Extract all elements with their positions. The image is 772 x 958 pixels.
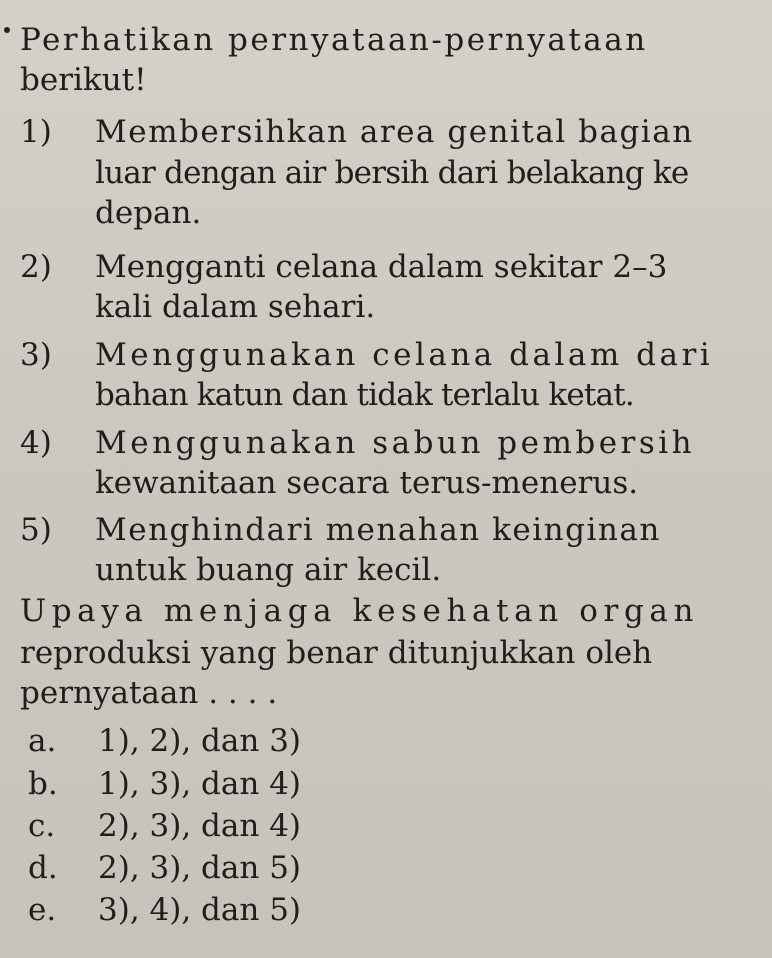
option-e-text[interactable]: 3), 4), dan 5) xyxy=(98,892,302,928)
question-line-1: Upaya menjaga kesehatan organ xyxy=(20,593,700,629)
intro-line-1: Perhatikan pernyataan-pernyataan xyxy=(20,22,648,58)
question-line-2: reproduksi yang benar ditunjukkan oleh xyxy=(20,635,653,671)
option-e-letter: e. xyxy=(28,892,57,928)
question-line-3: pernyataan . . . . xyxy=(20,675,278,711)
statement-1-line-3: depan. xyxy=(95,195,202,231)
intro-line-2: berikut! xyxy=(20,62,147,98)
statement-2-line-1: Mengganti celana dalam sekitar 2–3 xyxy=(95,249,668,285)
statement-3-number: 3) xyxy=(20,337,52,373)
statement-2-line-2: kali dalam sehari. xyxy=(95,289,376,325)
statement-1-line-1: Membersihkan area genital bagian xyxy=(95,114,694,150)
statement-3-line-2: bahan katun dan tidak terlalu ketat. xyxy=(95,377,634,413)
statement-4-line-1: Menggunakan sabun pembersih xyxy=(95,425,696,461)
option-c-text[interactable]: 2), 3), dan 4) xyxy=(98,808,302,844)
statement-4-line-2: kewanitaan secara terus-menerus. xyxy=(95,465,639,501)
statement-2-number: 2) xyxy=(20,249,52,285)
statement-5-number: 5) xyxy=(20,512,52,548)
statement-4-number: 4) xyxy=(20,425,52,461)
statement-3-line-1: Menggunakan celana dalam dari xyxy=(95,337,714,373)
option-b-letter: b. xyxy=(28,766,58,802)
option-d-text[interactable]: 2), 3), dan 5) xyxy=(98,850,302,886)
statement-5-line-1: Menghindari menahan keinginan xyxy=(95,512,661,548)
statement-1-number: 1) xyxy=(20,114,52,150)
statement-1-line-2: luar dengan air bersih dari belakang ke xyxy=(95,155,689,191)
option-a-text[interactable]: 1), 2), dan 3) xyxy=(98,723,302,759)
option-a-letter: a. xyxy=(28,723,57,759)
statement-5-line-2: untuk buang air kecil. xyxy=(95,552,442,588)
option-d-letter: d. xyxy=(28,850,58,886)
option-b-text[interactable]: 1), 3), dan 4) xyxy=(98,766,302,802)
bullet-dot xyxy=(4,27,10,33)
option-c-letter: c. xyxy=(28,808,56,844)
